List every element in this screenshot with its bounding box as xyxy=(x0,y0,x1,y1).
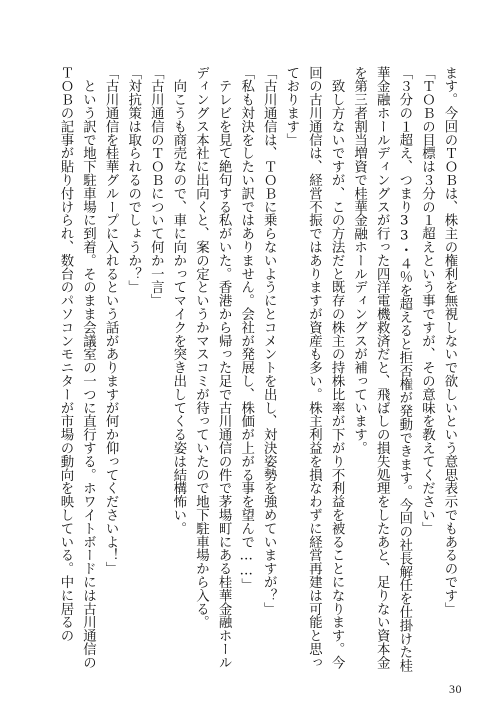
paragraph: 「対抗策は取られるのでしょうか？」 xyxy=(125,66,141,294)
paragraph: 「古川通信は、ＴＯＢに乗らないようにとコメントを出し、対決姿勢を強めていますが？」 xyxy=(261,66,277,616)
vertical-text-columns xyxy=(42,66,460,676)
paragraph: 「私も対決をしたい訳ではありません。会社が発展し、株価が上がる事を望んで……」 xyxy=(238,66,254,592)
paragraph: 致し方ないですが、この方法だと既存の株主の持株比率が下がり不利益を被ることになります。今回の古川通信は、経営不振ではありますが資産も多い。株主利益を損なわずに経営再建は可能と思っております」 xyxy=(283,66,345,669)
paragraph: 「ＴＯＢの目標は３分の１超えという事ですが、その意味を教えてください」 xyxy=(419,66,435,535)
body-text xyxy=(42,66,460,676)
paragraph: テレビを見て絶句する私がいた。香港から帰った足で古川通信の件で茅場町にある桂華金融ホールディングス本社に出向くと、案の定というかマスコミが待っていたので地下駐車場から入る。 xyxy=(193,66,232,669)
paragraph: という訳で地下駐車場に到着。そのまま会議室の一つに直行する。ホワイトボードには古川通信のＴＯＢの記事が貼り付けられ、数台のパソコンモニターが市場の動向を映している。中に居るの xyxy=(57,66,96,669)
paragraph: 「３分の１超え、つまり33・４％を超えると拒否権が発動できます。今回の社長解任を仕掛けた桂華金融ホールディングスが行った四洋電機救済だと、飛ばしの損失処理をしたあと、足りない資本金を第三者割当増資で桂華金融ホールディングスが補っています。 xyxy=(351,66,412,673)
paragraph: 向こうも商売なので、車に向かってマイクを突き出してくる姿は結構怖い。 xyxy=(170,66,186,535)
page-number: 30 xyxy=(449,682,462,696)
paragraph: ます。今回のＴＯＢは、株主の権利を無視しないで欲しいという意思表示でもあるのです」 xyxy=(442,66,457,616)
paragraph: 「古川通信を桂華グループに入れるという話がありますが何か仰ってくださいよ！」 xyxy=(103,66,119,576)
paragraph: 「古川通信のＴＯＢについて何か一言」 xyxy=(148,66,164,308)
